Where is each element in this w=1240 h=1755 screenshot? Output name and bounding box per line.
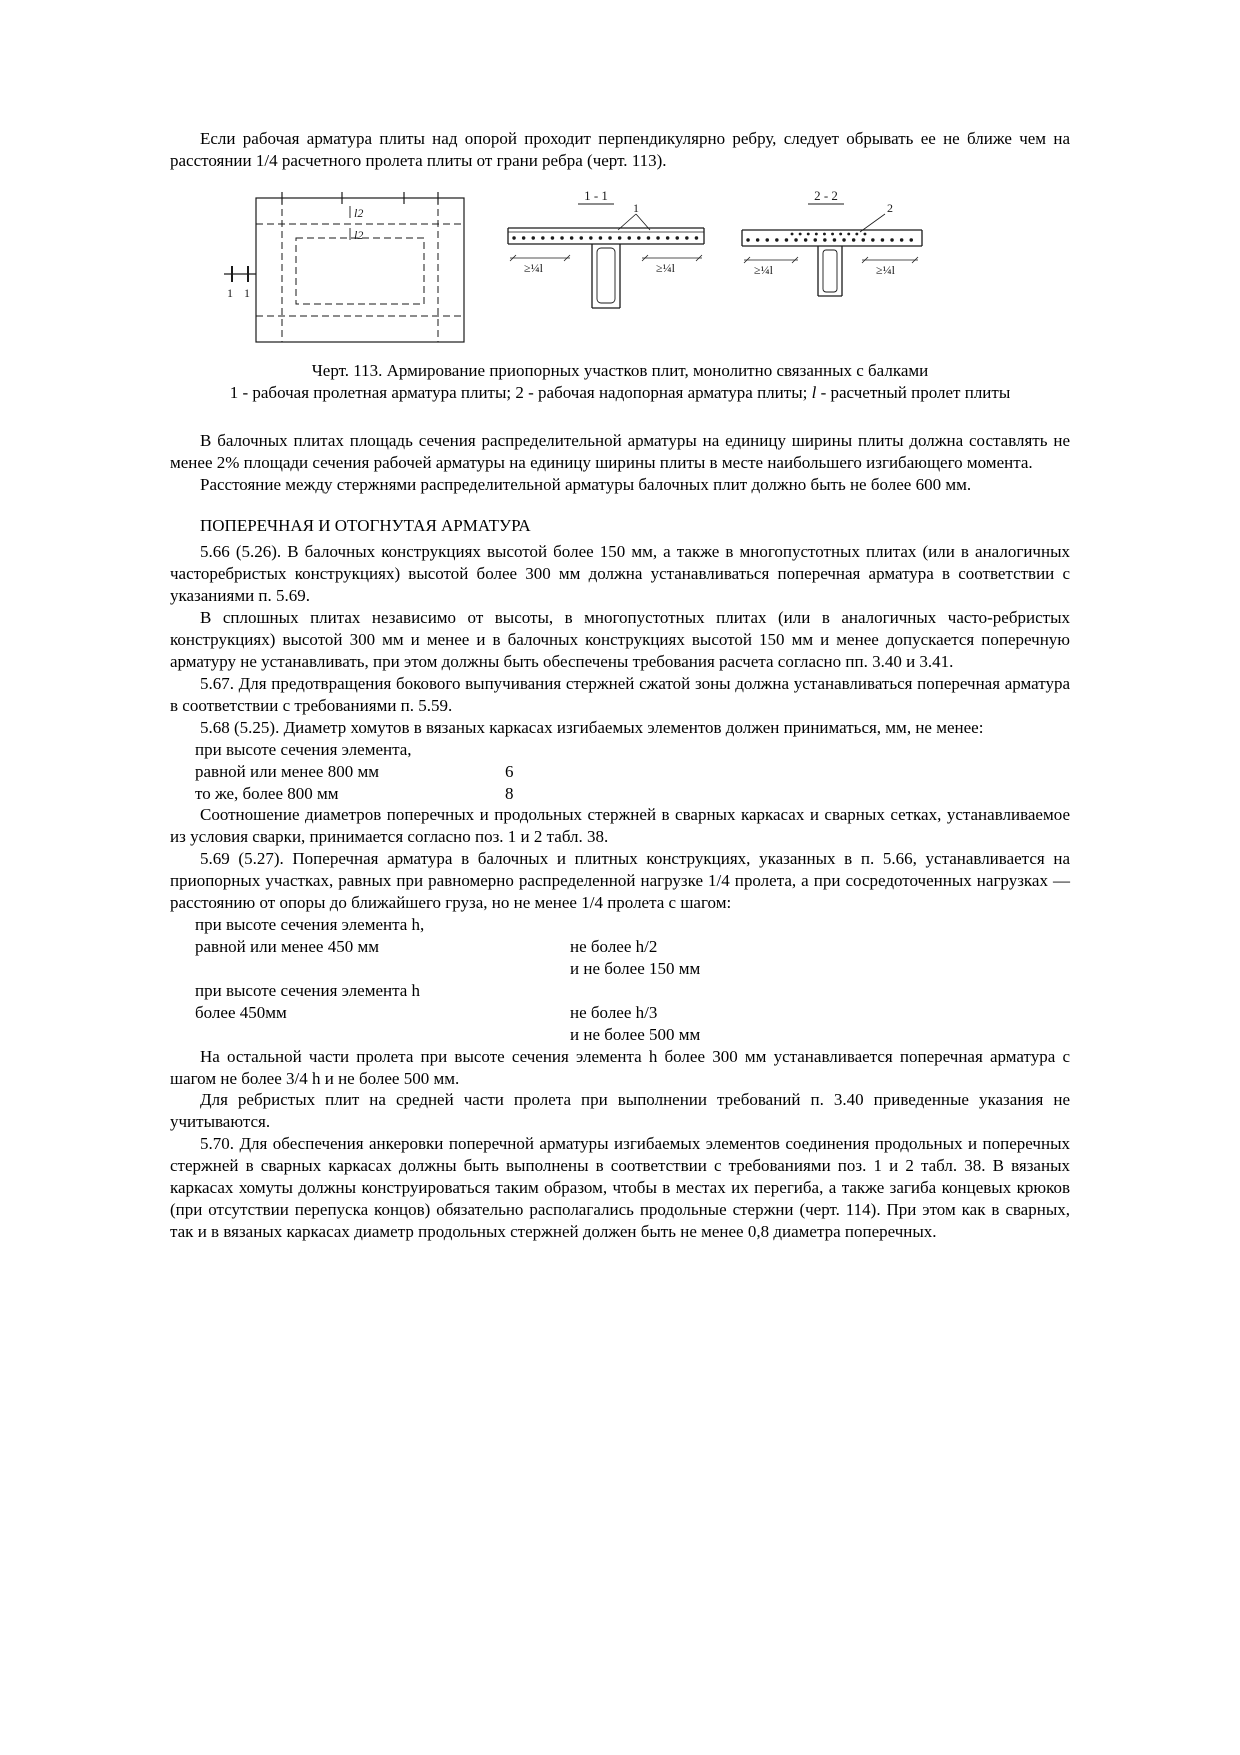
figure-legend (230, 383, 1011, 402)
figure-caption (190, 360, 1050, 404)
spec-value: 6 (505, 761, 514, 781)
spec-label: более 450мм (195, 1002, 287, 1022)
paragraph-5-69: 5.69 (5.27). Поперечная арматура в балочных и плитных конструкциях, указанных в п. 5.66, устанавливается на приопорных участках, равных при равномерно распределенной нагрузке 1/4 пролета, а при сосредоточенных нагрузках — расстоянию от опоры до ближайшего груза, но не менее 1/4 пролета с шагом: (170, 849, 1070, 913)
list-item (170, 739, 1070, 761)
section-1-1-title: 1 - 1 (584, 187, 608, 203)
section-heading: ПОПЕРЕЧНАЯ И ОТОГНУТАЯ АРМАТУРА (200, 516, 531, 536)
section-2-2-drawing (740, 188, 925, 328)
paragraph-5-66: 5.66 (5.26). В балочных конструкциях высотой более 150 мм, а также в многопустотных плитах (или в аналогичных часторебристых конструкциях) высотой более 300 мм должна устанавливаться поперечная арматура в соответствии с указаниями п. 5.69. (170, 542, 1070, 606)
plan-dim-top-label: l2 (354, 205, 364, 220)
figure-legend-symbol: l (811, 382, 817, 402)
plan-section-mark-b: 1 (244, 285, 250, 300)
spec-value-line: не более h/3 (570, 1002, 658, 1022)
section-1-1-drawing (506, 188, 706, 328)
spec-value-line: и не более 500 мм (570, 1024, 701, 1044)
section-1-1-dim-left: ≥¼l (524, 260, 543, 275)
list-item (170, 783, 1070, 805)
section-1-1-callout: 1 (633, 200, 639, 215)
spec-value (570, 936, 700, 980)
list-item (170, 761, 1070, 783)
figure-113 (170, 188, 1070, 404)
list-item (170, 1002, 1070, 1046)
spec-label: при высоте сечения элемента, (195, 739, 412, 759)
section-2-2-callout: 2 (887, 200, 893, 215)
paragraph: В балочных плитах площадь сечения распределительной арматуры на единицу ширины плиты должна составлять не менее 2% площади сечения рабочей арматуры на единицу ширины плиты в месте наибольшего изгибающего момента. (170, 430, 1070, 472)
section-2-2-title: 2 - 2 (814, 187, 838, 203)
section-2-2-dim-right: ≥¼l (876, 262, 895, 277)
spec-value: 8 (505, 783, 514, 803)
spec-label: при высоте сечения элемента h, (195, 915, 425, 935)
spec-label: равной или менее 800 мм (195, 761, 379, 781)
plan-view-drawing (222, 188, 472, 350)
list-item (170, 936, 1070, 980)
section-1-1-dim-right: ≥¼l (656, 260, 675, 275)
spec-label: равной или менее 450 мм (195, 936, 379, 956)
paragraph-5-68: 5.68 (5.25). Диаметр хомутов в вязаных каркасах изгибаемых элементов должен приниматься, мм, не менее: (200, 717, 984, 737)
paragraph-5-70: 5.70. Для обеспечения анкеровки поперечной арматуры изгибаемых элементов соединения продольных и поперечных стержней в сварных каркасах должны быть выполнены в соответствии с требованиями поз. 1 и 2 табл. 38. В вязаных каркасах хомуты должны конструироваться таким образом, чтобы в местах их перегиба, а также загиба концевых крюков (при отсутствии перепуска концов) обязательно располагались продольные стержни (черт. 114). При этом как в сварных, так и в вязаных каркасах диаметр продольных стержней должен быть не менее 0,8 диаметра поперечных. (170, 1134, 1070, 1241)
list-item (170, 914, 1070, 936)
stirrup-diameter-list (170, 739, 1070, 805)
figure-legend-text-end: - расчетный пролет плиты (816, 382, 1011, 402)
paragraph: Расстояние между стержнями распределительной арматуры балочных плит должно быть не более 600 мм. (200, 474, 972, 494)
plan-dim-mid-label: l2 (354, 227, 364, 242)
spec-value-line: и не более 150 мм (570, 958, 701, 978)
paragraph-intro: Если рабочая арматура плиты над опорой проходит перпендикулярно ребру, следует обрывать ее не ближе чем на расстоянии 1/4 расчетного пролета плиты от грани ребра (черт. 113). (170, 129, 1070, 170)
paragraph: Соотношение диаметров поперечных и продольных стержней в сварных каркасах и сварных сетках, устанавливаемое из условия сварки, принимается согласно поз. 1 и 2 табл. 38. (170, 805, 1070, 847)
paragraph-5-67: 5.67. Для предотвращения бокового выпучивания стержней сжатой зоны должна устанавливаться поперечная арматура в соответствии с требованиями п. 5.59. (170, 673, 1070, 715)
paragraph: Для ребристых плит на средней части пролета при выполнении требований п. 3.40 приведенные указания не учитываются. (170, 1090, 1070, 1132)
spec-label: то же, более 800 мм (195, 783, 339, 803)
figure-drawings (222, 188, 1070, 350)
section-2-2-dim-left: ≥¼l (754, 262, 773, 277)
figure-legend-text: 1 - рабочая пролетная арматура плиты; 2 - рабочая надопорная арматура плиты; (229, 382, 812, 402)
transverse-spacing-list (170, 914, 1070, 1046)
paragraph: В сплошных плитах независимо от высоты, в многопустотных плитах (или в аналогичных часто-ребристых конструкциях) высотой 300 мм и менее и в балочных конструкциях высотой 150 мм и менее допускается поперечную арматуру не устанавливать, при этом должны быть обеспечены требования расчета согласно пп. 3.40 и 3.41. (170, 608, 1070, 671)
paragraph: На остальной части пролета при высоте сечения элемента h более 300 мм устанавливается поперечная арматура с шагом не более 3/4 h и не более 500 мм. (170, 1046, 1070, 1088)
spec-value-line: не более h/2 (570, 936, 658, 956)
list-item (170, 980, 1070, 1002)
spec-value (570, 1002, 700, 1046)
figure-caption-title: Черт. 113. Армирование приопорных участков плит, монолитно связанных с балками (311, 360, 929, 380)
spec-label: при высоте сечения элемента h (195, 980, 421, 1000)
plan-section-mark-a: 1 (227, 285, 233, 300)
